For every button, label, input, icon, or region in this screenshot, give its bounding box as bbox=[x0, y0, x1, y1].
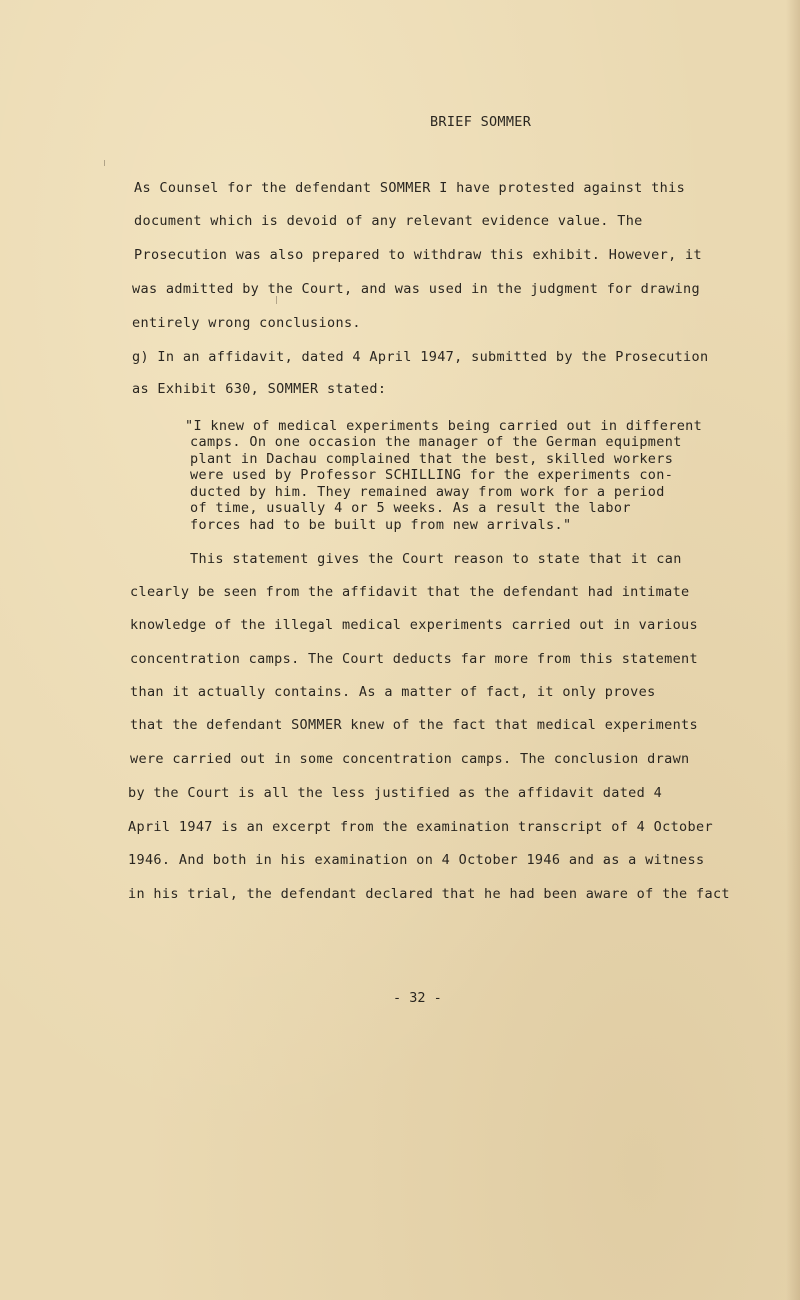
text-line: entirely wrong conclusions. bbox=[132, 315, 361, 331]
text-line: knowledge of the illegal medical experiments carried out in various bbox=[130, 617, 699, 633]
quote-line: were used by Professor SCHILLING for the experiments con- bbox=[190, 467, 674, 483]
text-line: g) In an affidavit, dated 4 April 1947, submitted by the Prosecution bbox=[132, 349, 709, 365]
text-line: that the defendant SOMMER knew of the fact that medical experiments bbox=[130, 717, 699, 733]
quote-line: of time, usually 4 or 5 weeks. As a result the labor bbox=[190, 500, 631, 516]
text-line: 1946. And both in his examination on 4 October 1946 and as a witness bbox=[128, 852, 705, 868]
text-line: As Counsel for the defendant SOMMER I have protested against this bbox=[134, 180, 686, 196]
paper-mark bbox=[276, 296, 277, 304]
paper-mark bbox=[104, 160, 105, 166]
quote-line: forces had to be built up from new arrivals." bbox=[190, 517, 572, 533]
quote-line: plant in Dachau complained that the best, skilled workers bbox=[190, 451, 674, 467]
text-line: Prosecution was also prepared to withdraw this exhibit. However, it bbox=[134, 247, 703, 263]
text-line: concentration camps. The Court deducts far more from this statement bbox=[130, 651, 699, 667]
paper-mark bbox=[605, 858, 606, 864]
quote-line: camps. On one occasion the manager of the German equipment bbox=[190, 434, 682, 450]
page-edge-shadow bbox=[786, 0, 800, 1300]
page-header: BRIEF SOMMER bbox=[430, 114, 532, 130]
text-line: than it actually contains. As a matter of fact, it only proves bbox=[130, 684, 656, 700]
text-line: April 1947 is an excerpt from the examination transcript of 4 October bbox=[128, 819, 713, 835]
text-line: clearly be seen from the affidavit that the defendant had intimate bbox=[130, 584, 690, 600]
page-number: - 32 - bbox=[393, 990, 442, 1006]
text-line: document which is devoid of any relevant evidence value. The bbox=[134, 213, 643, 229]
quote-line: "I knew of medical experiments being carried out in different bbox=[185, 418, 703, 434]
text-line: were carried out in some concentration camps. The conclusion drawn bbox=[130, 751, 690, 767]
text-line: as Exhibit 630, SOMMER stated: bbox=[132, 381, 387, 397]
text-line: This statement gives the Court reason to state that it can bbox=[190, 551, 682, 567]
text-line: by the Court is all the less justified as the affidavit dated 4 bbox=[128, 785, 663, 801]
quote-line: ducted by him. They remained away from work for a period bbox=[190, 484, 665, 500]
text-line: was admitted by the Court, and was used in the judgment for drawing bbox=[132, 281, 701, 297]
text-line: in his trial, the defendant declared that he had been aware of the fact bbox=[128, 886, 730, 902]
